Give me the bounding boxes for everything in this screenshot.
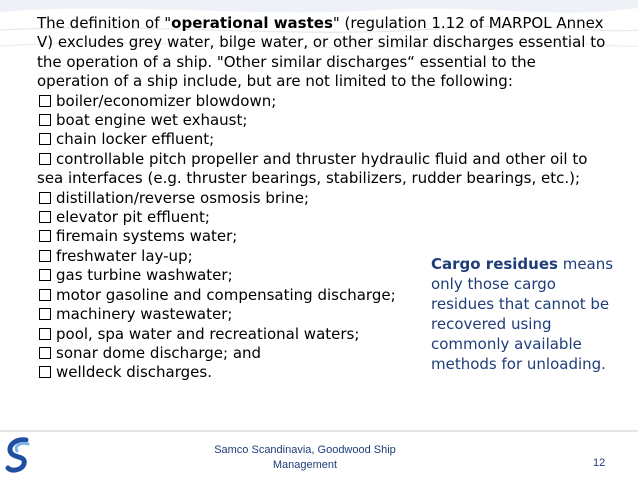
list-item-text: elevator pit effluent; bbox=[56, 208, 210, 227]
list-item-text: boat engine wet exhaust; bbox=[56, 111, 248, 130]
checkbox-icon bbox=[39, 308, 51, 320]
checkbox-icon bbox=[39, 133, 51, 145]
list-item-text: pool, spa water and recreational waters; bbox=[56, 324, 360, 343]
list-item-text: motor gasoline and compensating discharge; bbox=[56, 285, 396, 304]
page-number: 12 bbox=[593, 457, 606, 469]
checkbox-icon bbox=[39, 250, 51, 262]
company-logo-icon bbox=[4, 436, 34, 474]
checkbox-icon bbox=[39, 211, 51, 223]
list-item-text: machinery wastewater; bbox=[56, 305, 233, 324]
cargo-residues-term: Cargo residues bbox=[431, 255, 558, 273]
checkbox-icon bbox=[39, 289, 51, 301]
list-item-text: chain locker effluent; bbox=[56, 130, 215, 149]
checkbox-icon bbox=[39, 95, 51, 107]
footer-divider bbox=[0, 430, 638, 432]
list-item-text: boiler/economizer blowdown; bbox=[56, 91, 277, 110]
footer-company-text: Samco Scandinavia, Goodwood Ship Management bbox=[214, 444, 396, 471]
intro-text-2: " (regulation 1.12 of MARPOL Annex V) excludes grey water, bilge water, or other similar discharges essential to the operation of a ship. "Other similar discharges“ essential to the operation of a ship include, but are not limited to the following: bbox=[37, 14, 606, 91]
list-item bbox=[37, 227, 612, 246]
checkbox-icon bbox=[39, 328, 51, 340]
list-item bbox=[37, 130, 612, 149]
checkbox-icon bbox=[39, 366, 51, 378]
list-item-text: controllable pitch propeller and thruster hydraulic fluid and other oil to sea interfaces (e.g. thruster bearings, stabilizers, rudder bearings, etc.); bbox=[37, 149, 588, 188]
list-item bbox=[37, 208, 612, 227]
cargo-residues-callout bbox=[431, 254, 621, 374]
list-item-text: sonar dome discharge; and bbox=[56, 343, 262, 362]
list-item-text: firemain systems water; bbox=[56, 227, 238, 246]
operational-wastes-term: operational wastes bbox=[171, 14, 333, 32]
checkbox-icon bbox=[39, 153, 51, 165]
checkbox-icon bbox=[39, 114, 51, 126]
intro-paragraph bbox=[37, 14, 612, 92]
checkbox-icon bbox=[39, 347, 51, 359]
list-item-text: freshwater lay-up; bbox=[56, 246, 193, 265]
checkbox-icon bbox=[39, 230, 51, 242]
list-item-text: gas turbine washwater; bbox=[56, 266, 233, 285]
checkbox-icon bbox=[39, 192, 51, 204]
list-item bbox=[37, 189, 612, 208]
checkbox-icon bbox=[39, 269, 51, 281]
callout-text: means only those cargo residues that cannot be recovered using commonly available methods for unloading. bbox=[431, 255, 614, 373]
list-item-text: distillation/reverse osmosis brine; bbox=[56, 188, 310, 207]
list-item bbox=[37, 111, 612, 130]
intro-text-1: The definition of " bbox=[37, 14, 172, 32]
list-item-text: welldeck discharges. bbox=[56, 363, 212, 382]
list-item bbox=[37, 150, 612, 189]
list-item bbox=[37, 92, 612, 111]
